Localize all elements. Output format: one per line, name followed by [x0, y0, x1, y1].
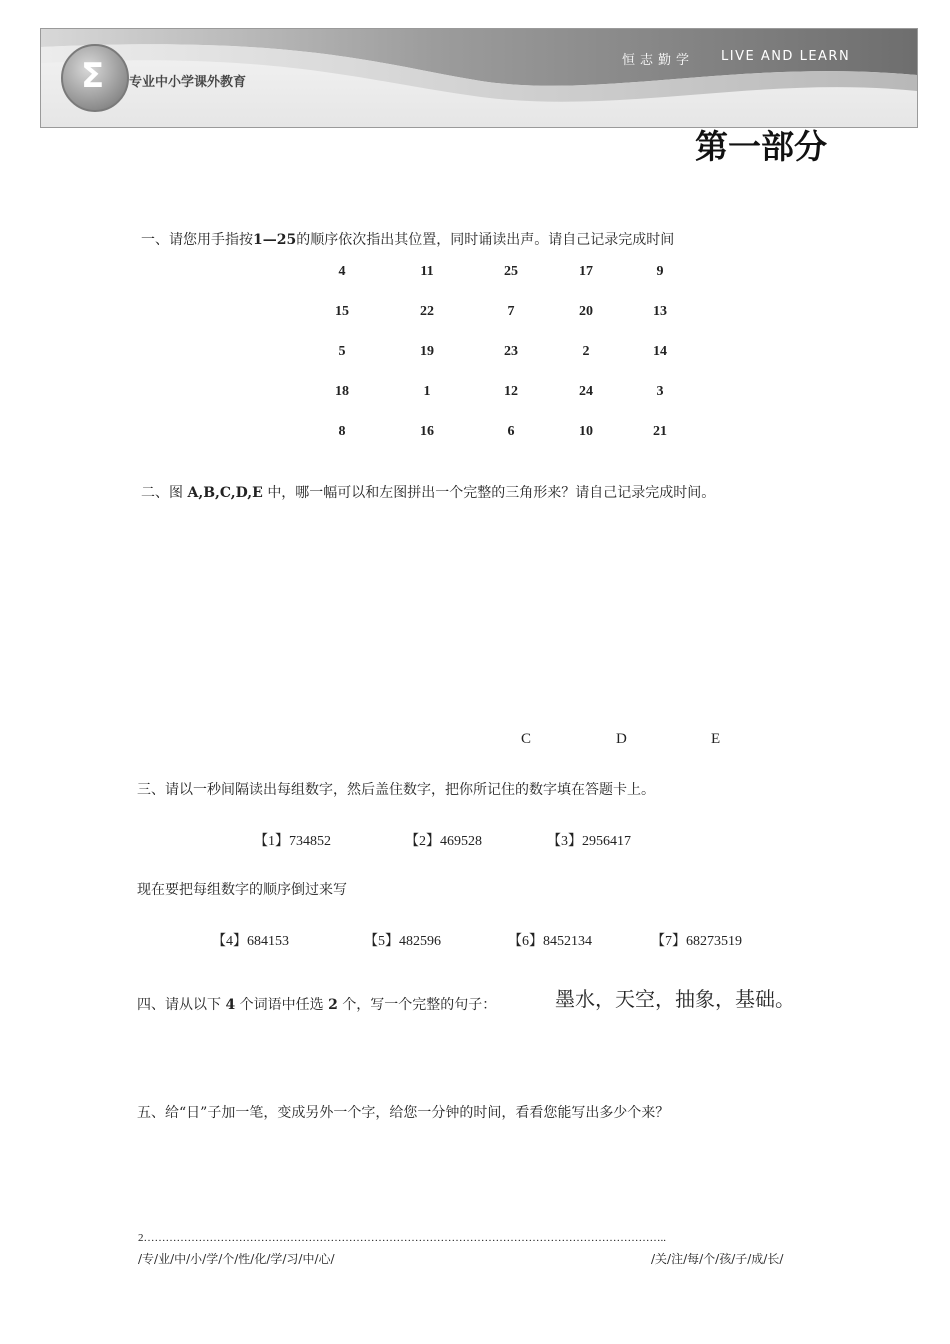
sigma-icon: Σ	[81, 56, 105, 96]
grid-row	[300, 376, 700, 416]
grid-cell: 16	[420, 424, 434, 439]
grid-cell: 19	[420, 344, 434, 359]
grid-row	[300, 256, 700, 296]
grid-cell: 20	[579, 304, 593, 319]
q4-suffix: 个，写一个完整的句子：	[342, 997, 497, 1013]
grid-cell: 4	[338, 264, 346, 279]
grid-cell: 8	[338, 424, 346, 439]
motto-chinese: 恒志勤学	[622, 53, 695, 68]
grid-cell: 7	[507, 304, 515, 319]
grid-cell: 3	[656, 384, 664, 399]
school-logo-icon	[61, 44, 129, 112]
footer-left-slogan: /专/业/中/小/学/个/性/化/学/习/中/心/	[138, 1252, 335, 1266]
memory-group-3: 【3】2956417	[547, 834, 631, 849]
question-4-prompt	[137, 994, 496, 1014]
question-5-prompt: 五、给“日”子加一笔，变成另外一个字，给您一分钟的时间，看看您能写出多少个来？	[137, 1105, 670, 1121]
option-e-label: E	[711, 731, 721, 747]
motto-english: LIVE AND LEARN	[721, 49, 851, 64]
q4-prefix: 四、请从以下	[137, 997, 221, 1013]
grid-row	[300, 416, 700, 456]
grid-cell: 13	[653, 304, 667, 319]
question-3-prompt: 三、请以一秒间隔读出每组数字，然后盖住数字，把你所记住的数字填在答题卡上。	[137, 782, 655, 798]
grid-cell: 12	[504, 384, 518, 399]
footer-page-line: 2……………………………………………………………………………………………………………………………..	[138, 1232, 666, 1244]
grid-cell: 6	[507, 424, 515, 439]
q4-count-words: 4	[225, 997, 236, 1013]
reverse-instruction: 现在要把每组数字的顺序倒过来写	[137, 882, 347, 898]
memory-group-6: 【6】8452134	[508, 934, 592, 949]
q2-prefix: 二、图	[141, 485, 183, 501]
q1-prefix: 一、请您用手指按	[141, 232, 253, 248]
memory-group-2: 【2】469528	[405, 834, 482, 849]
q1-range: 1—25	[253, 232, 297, 248]
grid-cell: 24	[579, 384, 593, 399]
memory-group-4: 【4】684153	[212, 934, 289, 949]
grid-cell: 14	[653, 344, 667, 359]
memory-group-7: 【7】68273519	[651, 934, 742, 949]
option-d-label: D	[616, 731, 627, 747]
memory-group-5: 【5】482596	[364, 934, 441, 949]
grid-cell: 9	[656, 264, 664, 279]
grid-cell: 5	[338, 344, 346, 359]
q2-letters: A,B,C,D,E	[187, 485, 263, 501]
grid-cell: 15	[335, 304, 349, 319]
grid-cell: 25	[504, 264, 518, 279]
grid-cell: 10	[579, 424, 593, 439]
grid-cell: 2	[582, 344, 590, 359]
q4-mid: 个词语中任选	[239, 997, 324, 1013]
grid-cell: 1	[423, 384, 431, 399]
brand-text: 专业中小学课外教育	[129, 75, 247, 90]
question-1-prompt	[141, 229, 674, 249]
header-banner	[40, 28, 918, 128]
number-grid	[300, 256, 700, 456]
q2-suffix: 中，哪一幅可以和左图拼出一个完整的三角形来？请自己记录完成时间。	[267, 485, 716, 501]
word-list: 墨水，天空，抽象，基础。	[555, 987, 795, 1011]
question-2-prompt	[141, 482, 715, 502]
option-c-label: C	[521, 731, 532, 747]
section-title: 第一部分	[695, 127, 827, 166]
grid-row	[300, 296, 700, 336]
grid-cell: 11	[420, 264, 434, 279]
grid-row	[300, 336, 700, 376]
grid-cell: 21	[653, 424, 667, 439]
grid-cell: 18	[335, 384, 349, 399]
q1-suffix: 的顺序依次指出其位置，同时诵读出声。请自己记录完成时间	[296, 232, 675, 248]
footer-right-slogan: /关/注/每/个/孩/子/成/长/	[651, 1252, 784, 1266]
memory-group-1: 【1】734852	[254, 834, 331, 849]
grid-cell: 17	[579, 264, 593, 279]
grid-cell: 22	[420, 304, 434, 319]
q4-count-choose: 2	[328, 997, 338, 1013]
grid-cell: 23	[504, 344, 518, 359]
